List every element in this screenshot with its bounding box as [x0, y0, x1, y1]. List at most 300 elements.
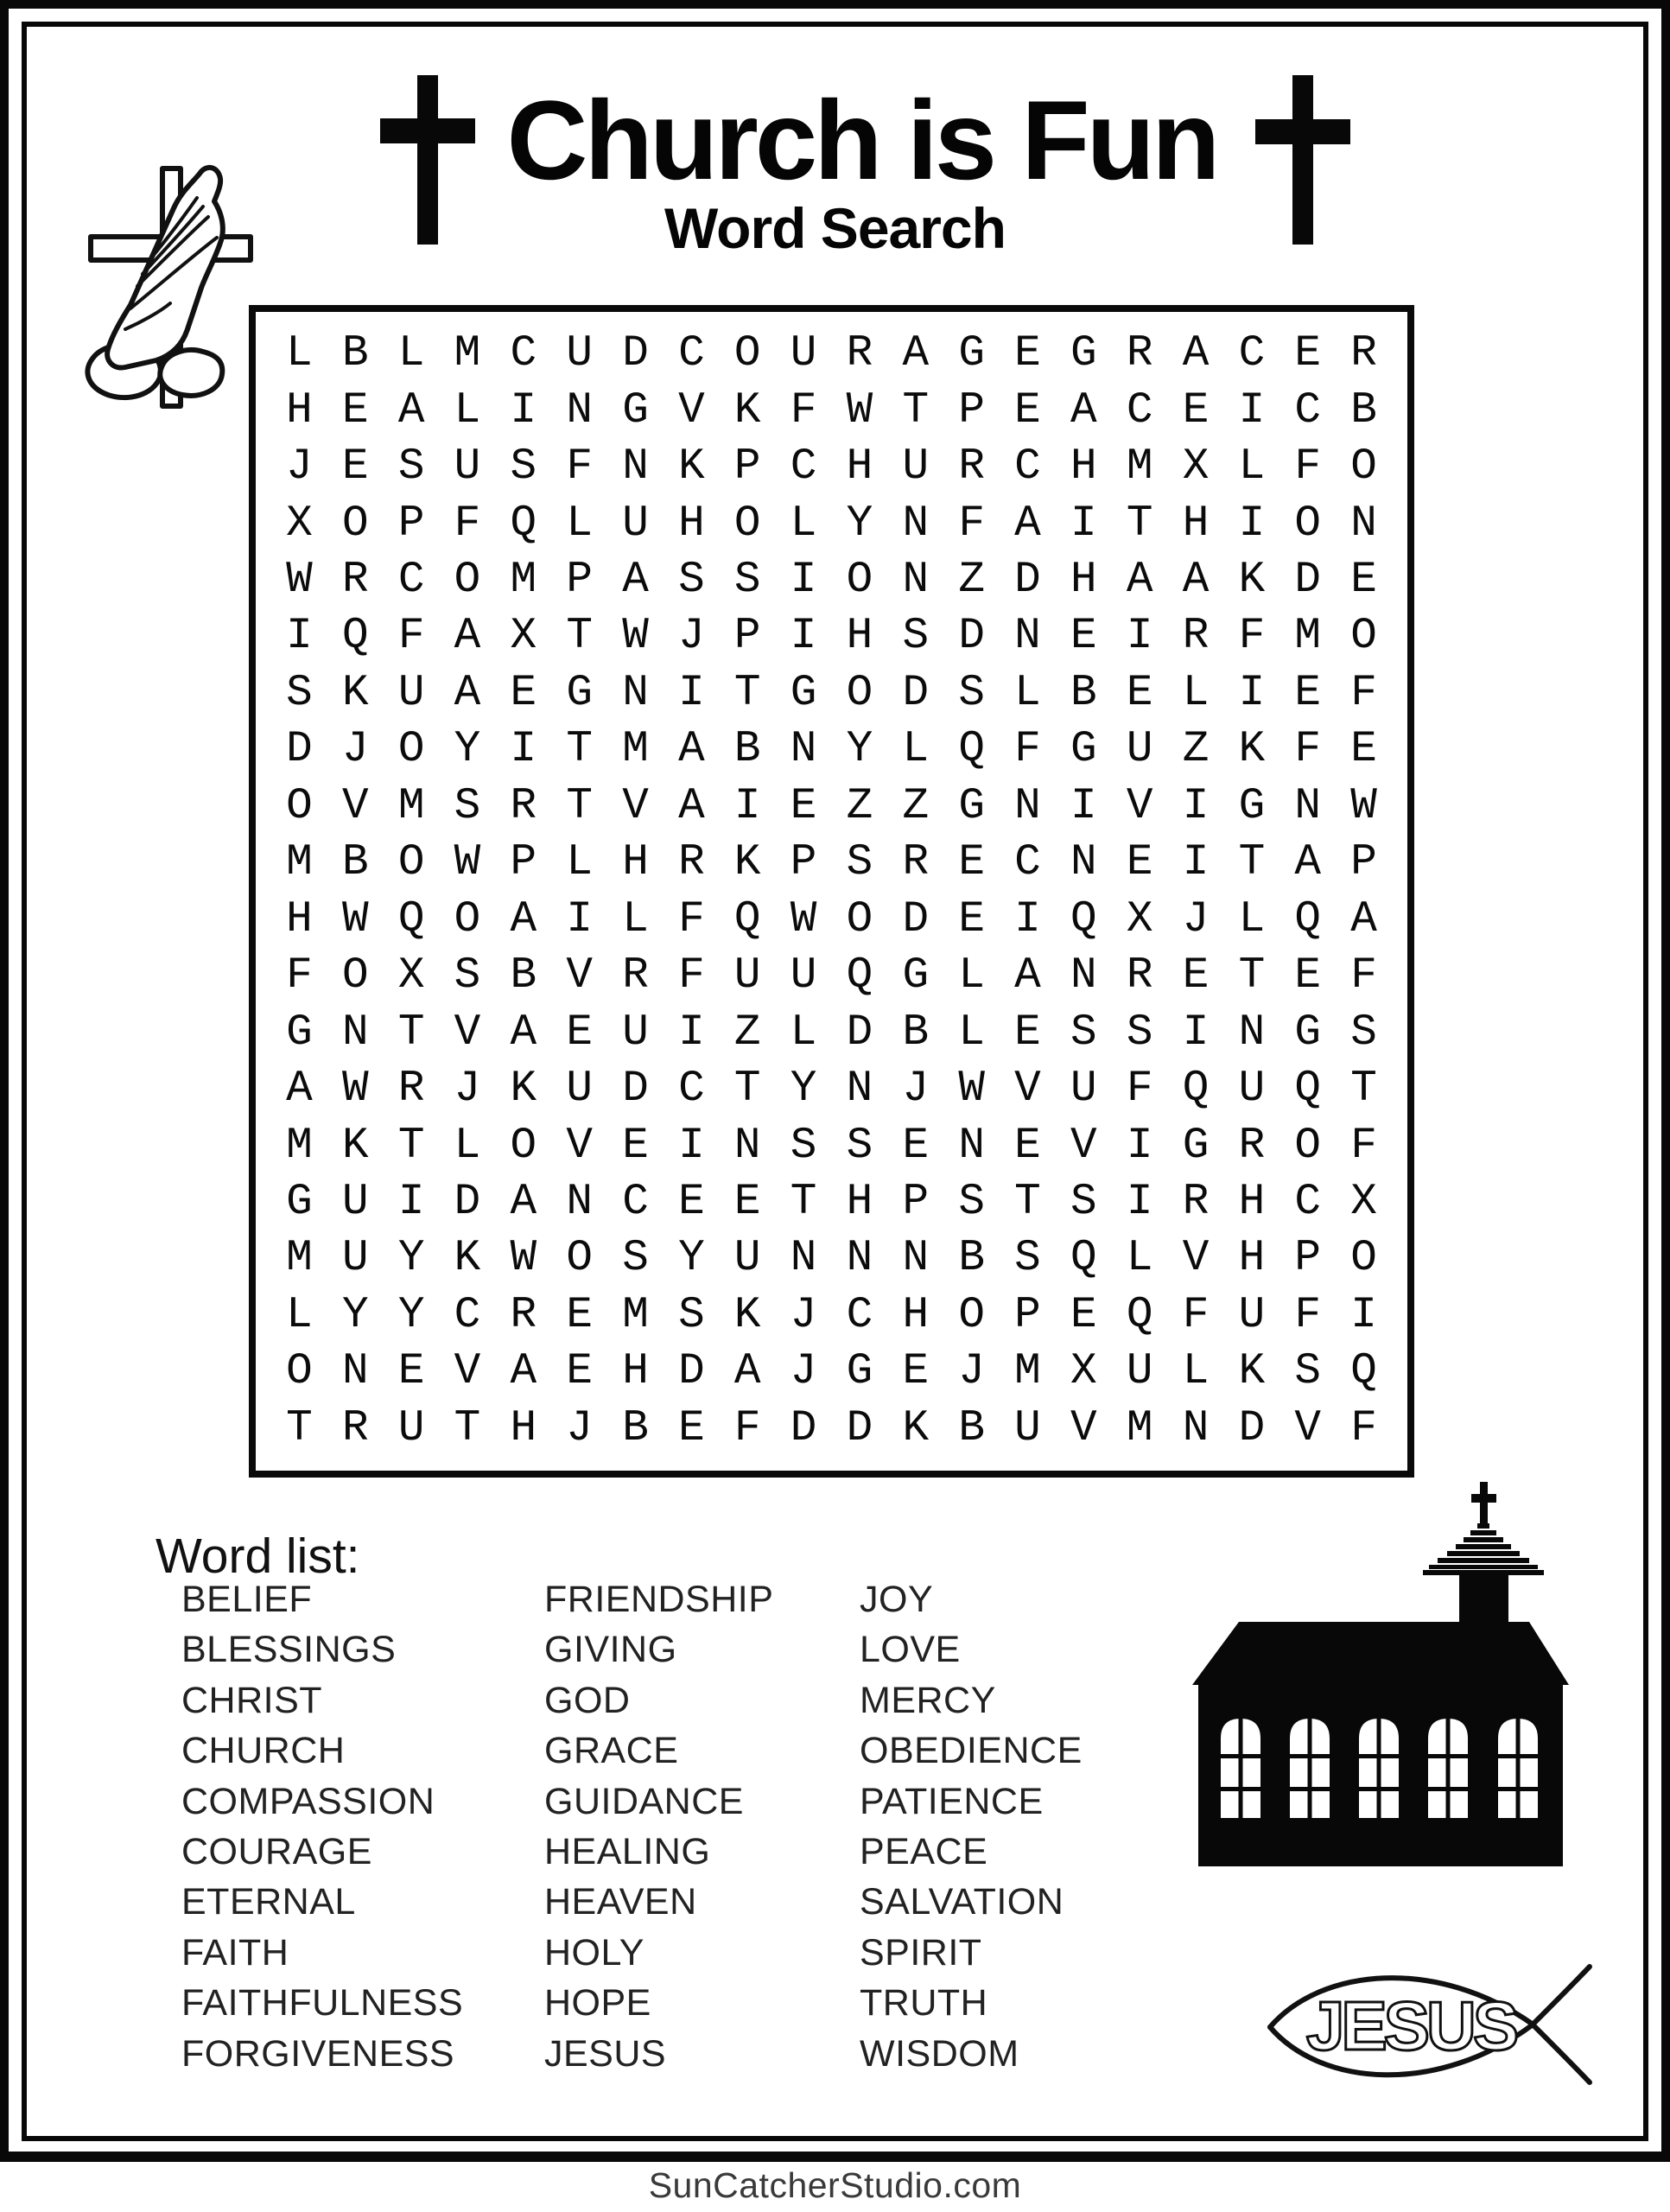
grid-letter: N — [1014, 781, 1041, 831]
grid-letter: V — [622, 781, 649, 831]
grid-letter: B — [341, 838, 369, 888]
grid-letter: J — [286, 442, 313, 493]
grid-letter: L — [1182, 668, 1210, 718]
grid-letter: N — [1238, 1007, 1266, 1058]
grid-letter: K — [733, 1290, 761, 1340]
grid-letter: T — [286, 1403, 313, 1453]
grid-letter: N — [790, 725, 817, 775]
grid-letter: M — [622, 1290, 649, 1340]
grid-letter: G — [846, 1347, 873, 1397]
grid-letter: D — [622, 1065, 649, 1115]
grid-letter: K — [1238, 725, 1266, 775]
grid-letter: L — [397, 329, 425, 379]
grid-letter: S — [622, 1234, 649, 1284]
grid-letter: R — [1126, 951, 1153, 1001]
grid-letter: N — [622, 668, 649, 718]
grid-letter: J — [678, 612, 705, 662]
grid-letter: G — [790, 668, 817, 718]
word-list-item: JESUS — [544, 2032, 667, 2075]
grid-letter: D — [902, 894, 930, 944]
grid-letter: U — [1126, 725, 1153, 775]
grid-letter: B — [958, 1234, 985, 1284]
grid-letter: A — [510, 894, 537, 944]
grid-letter: H — [902, 1290, 930, 1340]
grid-letter: N — [622, 442, 649, 493]
grid-letter: G — [1070, 329, 1097, 379]
grid-letter: T — [733, 1065, 761, 1115]
grid-letter: Q — [958, 725, 985, 775]
grid-letter: I — [1350, 1290, 1377, 1340]
grid-letter: H — [678, 499, 705, 549]
grid-letter: C — [790, 442, 817, 493]
grid-letter: K — [733, 385, 761, 435]
grid-letter: A — [1014, 499, 1041, 549]
grid-letter: E — [1182, 385, 1210, 435]
grid-letter: C — [1014, 442, 1041, 493]
grid-letter: W — [790, 894, 817, 944]
letter-grid — [271, 326, 1392, 1457]
grid-letter: D — [902, 668, 930, 718]
grid-letter: N — [902, 556, 930, 606]
grid-letter: M — [286, 1234, 313, 1284]
grid-letter: D — [678, 1347, 705, 1397]
grid-letter: O — [397, 838, 425, 888]
word-list-item: BLESSINGS — [181, 1629, 397, 1671]
grid-letter: K — [902, 1403, 930, 1453]
grid-letter: I — [1182, 1007, 1210, 1058]
grid-letter: R — [958, 442, 985, 493]
grid-letter: M — [286, 838, 313, 888]
grid-letter: V — [454, 1007, 481, 1058]
grid-letter: K — [510, 1065, 537, 1115]
grid-letter: S — [454, 951, 481, 1001]
grid-letter: H — [286, 894, 313, 944]
grid-letter: E — [1014, 329, 1041, 379]
grid-letter: P — [1014, 1290, 1041, 1340]
grid-letter: I — [1238, 499, 1266, 549]
grid-letter: F — [1350, 1121, 1377, 1171]
grid-letter: E — [902, 1347, 930, 1397]
grid-letter: Q — [733, 894, 761, 944]
grid-letter: C — [678, 1065, 705, 1115]
grid-letter: A — [1182, 329, 1210, 379]
word-list-item: WISDOM — [860, 2032, 1019, 2075]
grid-letter: J — [341, 725, 369, 775]
grid-letter: N — [1294, 781, 1322, 831]
grid-letter: W — [958, 1065, 985, 1115]
grid-letter: T — [1238, 838, 1266, 888]
grid-letter: V — [1070, 1121, 1097, 1171]
word-list-item: TRUTH — [860, 1982, 988, 2024]
grid-letter: E — [1182, 951, 1210, 1001]
cross-icon — [1255, 73, 1350, 246]
grid-letter: C — [1238, 329, 1266, 379]
grid-letter: Y — [397, 1290, 425, 1340]
word-list-item: FAITHFULNESS — [181, 1982, 464, 2024]
grid-letter: E — [1070, 612, 1097, 662]
grid-letter: H — [1238, 1234, 1266, 1284]
grid-letter: L — [622, 894, 649, 944]
grid-letter: S — [454, 781, 481, 831]
word-list-item: BELIEF — [181, 1579, 313, 1620]
grid-letter: K — [341, 668, 369, 718]
grid-letter: C — [846, 1290, 873, 1340]
grid-letter: G — [1070, 725, 1097, 775]
grid-letter: U — [1070, 1065, 1097, 1115]
grid-letter: T — [1350, 1065, 1377, 1115]
praying-hands-icon — [73, 160, 272, 415]
grid-letter: R — [1238, 1121, 1266, 1171]
grid-letter: U — [397, 1403, 425, 1453]
grid-letter: C — [678, 329, 705, 379]
grid-letter: D — [958, 612, 985, 662]
grid-letter: L — [1014, 668, 1041, 718]
grid-letter: S — [1126, 1007, 1153, 1058]
grid-letter: H — [1070, 556, 1097, 606]
grid-letter: M — [1014, 1347, 1041, 1397]
word-list-item: ETERNAL — [181, 1881, 356, 1923]
grid-letter: E — [341, 385, 369, 435]
grid-letter: Z — [733, 1007, 761, 1058]
grid-letter: A — [510, 1347, 537, 1397]
grid-letter: U — [454, 442, 481, 493]
grid-letter: T — [397, 1121, 425, 1171]
grid-letter: F — [397, 612, 425, 662]
word-list-item: HOPE — [544, 1982, 651, 2024]
grid-letter: C — [1014, 838, 1041, 888]
grid-letter: G — [1182, 1121, 1210, 1171]
grid-letter: R — [902, 838, 930, 888]
grid-letter: V — [1014, 1065, 1041, 1115]
grid-letter: R — [510, 1290, 537, 1340]
grid-letter: A — [1294, 838, 1322, 888]
grid-letter: E — [1294, 668, 1322, 718]
grid-letter: F — [1182, 1290, 1210, 1340]
grid-letter: N — [341, 1347, 369, 1397]
grid-letter: N — [1014, 612, 1041, 662]
grid-letter: B — [622, 1403, 649, 1453]
grid-letter: Y — [846, 725, 873, 775]
grid-letter: F — [1294, 1290, 1322, 1340]
grid-letter: F — [1014, 725, 1041, 775]
grid-letter: I — [1182, 781, 1210, 831]
grid-letter: G — [958, 781, 985, 831]
grid-letter: W — [846, 385, 873, 435]
grid-letter: V — [1294, 1403, 1322, 1453]
grid-letter: R — [846, 329, 873, 379]
grid-letter: B — [1070, 668, 1097, 718]
grid-letter: E — [790, 781, 817, 831]
grid-letter: D — [846, 1007, 873, 1058]
grid-letter: O — [1294, 499, 1322, 549]
grid-letter: L — [454, 385, 481, 435]
word-list-item: GUIDANCE — [544, 1780, 744, 1822]
grid-letter: O — [454, 894, 481, 944]
grid-letter: Z — [958, 556, 985, 606]
grid-letter: O — [566, 1234, 593, 1284]
grid-letter: M — [510, 556, 537, 606]
grid-letter: A — [622, 556, 649, 606]
grid-letter: L — [1238, 894, 1266, 944]
grid-letter: T — [790, 1177, 817, 1227]
grid-letter: N — [733, 1121, 761, 1171]
word-list-item: SALVATION — [860, 1881, 1064, 1923]
grid-letter: H — [622, 1347, 649, 1397]
grid-letter: S — [397, 442, 425, 493]
grid-letter: B — [958, 1403, 985, 1453]
word-list-item: PEACE — [860, 1831, 988, 1873]
grid-letter: A — [510, 1007, 537, 1058]
grid-letter: I — [1070, 781, 1097, 831]
grid-letter: G — [1238, 781, 1266, 831]
grid-letter: J — [1182, 894, 1210, 944]
word-list-item: FORGIVENESS — [181, 2032, 455, 2075]
grid-letter: C — [454, 1290, 481, 1340]
grid-letter: N — [846, 1065, 873, 1115]
grid-letter: A — [286, 1065, 313, 1115]
grid-letter: N — [341, 1007, 369, 1058]
grid-letter: V — [1126, 781, 1153, 831]
word-list-heading: Word list: — [156, 1529, 360, 1584]
word-list-column-1 — [181, 1574, 518, 2079]
word-list-column-3 — [860, 1574, 1197, 2079]
grid-letter: F — [790, 385, 817, 435]
grid-letter: O — [454, 556, 481, 606]
grid-letter: C — [622, 1177, 649, 1227]
grid-letter: D — [1238, 1403, 1266, 1453]
grid-letter: X — [1070, 1347, 1097, 1397]
grid-letter: L — [790, 1007, 817, 1058]
grid-letter: P — [790, 838, 817, 888]
page-title: Church is Fun — [506, 77, 1217, 203]
grid-letter: S — [790, 1121, 817, 1171]
grid-letter: Y — [454, 725, 481, 775]
grid-letter: E — [1294, 951, 1322, 1001]
grid-letter: I — [1238, 668, 1266, 718]
grid-letter: L — [286, 1290, 313, 1340]
grid-letter: U — [733, 1234, 761, 1284]
church-icon — [1188, 1478, 1572, 1871]
grid-letter: K — [678, 442, 705, 493]
grid-letter: S — [733, 556, 761, 606]
grid-letter: E — [1014, 1007, 1041, 1058]
grid-letter: E — [1350, 725, 1377, 775]
grid-letter: G — [958, 329, 985, 379]
grid-letter: F — [286, 951, 313, 1001]
grid-letter: P — [902, 1177, 930, 1227]
grid-letter: U — [566, 1065, 593, 1115]
grid-letter: U — [790, 329, 817, 379]
word-list-item: GRACE — [544, 1730, 679, 1772]
grid-letter: W — [622, 612, 649, 662]
grid-letter: P — [1350, 838, 1377, 888]
grid-letter: F — [733, 1403, 761, 1453]
grid-letter: I — [678, 668, 705, 718]
grid-letter: I — [397, 1177, 425, 1227]
grid-letter: I — [286, 612, 313, 662]
grid-letter: W — [341, 1065, 369, 1115]
grid-letter: Z — [1182, 725, 1210, 775]
grid-letter: C — [1126, 385, 1153, 435]
grid-letter: I — [1014, 894, 1041, 944]
grid-letter: Y — [846, 499, 873, 549]
grid-letter: U — [1238, 1065, 1266, 1115]
grid-letter: U — [341, 1234, 369, 1284]
grid-letter: A — [678, 725, 705, 775]
grid-letter: N — [1070, 951, 1097, 1001]
grid-letter: X — [397, 951, 425, 1001]
word-list-item: LOVE — [860, 1629, 961, 1671]
grid-letter: Q — [397, 894, 425, 944]
grid-letter: I — [1070, 499, 1097, 549]
grid-letter: O — [286, 1347, 313, 1397]
grid-letter: J — [958, 1347, 985, 1397]
grid-letter: F — [1294, 442, 1322, 493]
grid-letter: I — [1126, 1121, 1153, 1171]
grid-letter: H — [622, 838, 649, 888]
grid-letter: T — [566, 612, 593, 662]
grid-letter: L — [958, 1007, 985, 1058]
grid-letter: T — [902, 385, 930, 435]
grid-letter: Q — [1350, 1347, 1377, 1397]
grid-letter: I — [1126, 612, 1153, 662]
grid-letter: A — [1126, 556, 1153, 606]
grid-letter: O — [510, 1121, 537, 1171]
grid-letter: E — [902, 1121, 930, 1171]
grid-letter: Q — [1294, 1065, 1322, 1115]
grid-letter: E — [678, 1177, 705, 1227]
grid-letter: R — [1182, 612, 1210, 662]
grid-letter: K — [1238, 556, 1266, 606]
grid-letter: A — [1350, 894, 1377, 944]
grid-letter: V — [341, 781, 369, 831]
page-subtitle: Word Search — [664, 196, 1006, 260]
grid-letter: F — [958, 499, 985, 549]
grid-letter: E — [1014, 1121, 1041, 1171]
grid-letter: R — [1126, 329, 1153, 379]
grid-letter: G — [1294, 1007, 1322, 1058]
grid-letter: U — [566, 329, 593, 379]
grid-letter: A — [1182, 556, 1210, 606]
grid-letter: N — [1350, 499, 1377, 549]
grid-letter: O — [397, 725, 425, 775]
word-list-item: HEALING — [544, 1831, 711, 1873]
grid-letter: T — [454, 1403, 481, 1453]
grid-letter: K — [1238, 1347, 1266, 1397]
grid-letter: D — [1014, 556, 1041, 606]
grid-letter: L — [902, 725, 930, 775]
word-list-item: COMPASSION — [181, 1780, 435, 1822]
grid-letter: S — [286, 668, 313, 718]
grid-letter: A — [397, 385, 425, 435]
grid-letter: H — [286, 385, 313, 435]
grid-letter: T — [566, 725, 593, 775]
grid-letter: O — [958, 1290, 985, 1340]
grid-letter: P — [733, 442, 761, 493]
grid-letter: O — [1350, 612, 1377, 662]
grid-letter: E — [566, 1290, 593, 1340]
grid-letter: S — [1350, 1007, 1377, 1058]
grid-letter: P — [566, 556, 593, 606]
grid-letter: Z — [902, 781, 930, 831]
grid-letter: I — [1126, 1177, 1153, 1227]
word-list-item: HOLY — [544, 1931, 645, 1974]
grid-letter: A — [678, 781, 705, 831]
grid-letter: L — [1126, 1234, 1153, 1284]
grid-letter: P — [510, 838, 537, 888]
grid-letter: S — [1294, 1347, 1322, 1397]
grid-letter: Q — [1126, 1290, 1153, 1340]
grid-letter: F — [454, 499, 481, 549]
grid-letter: L — [1238, 442, 1266, 493]
grid-letter: E — [1294, 329, 1322, 379]
grid-letter: C — [1294, 1177, 1322, 1227]
grid-letter: N — [1182, 1403, 1210, 1453]
grid-letter: A — [1070, 385, 1097, 435]
grid-letter: B — [733, 725, 761, 775]
grid-letter: E — [1014, 385, 1041, 435]
grid-letter: M — [454, 329, 481, 379]
grid-letter: I — [510, 385, 537, 435]
grid-letter: R — [510, 781, 537, 831]
grid-letter: S — [902, 612, 930, 662]
grid-letter: Q — [341, 612, 369, 662]
grid-letter: J — [790, 1290, 817, 1340]
word-list-item: JOY — [860, 1579, 934, 1620]
grid-letter: P — [733, 612, 761, 662]
grid-letter: W — [510, 1234, 537, 1284]
grid-letter: L — [790, 499, 817, 549]
grid-letter: A — [454, 668, 481, 718]
grid-letter: E — [958, 838, 985, 888]
grid-letter: D — [790, 1403, 817, 1453]
grid-letter: O — [1294, 1121, 1322, 1171]
grid-letter: J — [902, 1065, 930, 1115]
grid-letter: F — [566, 442, 593, 493]
grid-letter: W — [1350, 781, 1377, 831]
word-list-item: MERCY — [860, 1679, 996, 1721]
jesus-fish-text: JESUS — [1305, 1987, 1516, 2064]
grid-letter: N — [846, 1234, 873, 1284]
grid-letter: V — [678, 385, 705, 435]
grid-letter: K — [733, 838, 761, 888]
jesus-fish-icon — [1257, 1951, 1603, 2098]
grid-letter: L — [286, 329, 313, 379]
grid-letter: X — [1182, 442, 1210, 493]
grid-letter: K — [454, 1234, 481, 1284]
grid-letter: S — [1014, 1234, 1041, 1284]
grid-letter: I — [678, 1121, 705, 1171]
grid-letter: L — [566, 838, 593, 888]
word-list-item: FRIENDSHIP — [544, 1579, 774, 1620]
grid-letter: V — [454, 1347, 481, 1397]
grid-letter: V — [566, 951, 593, 1001]
grid-letter: R — [397, 1065, 425, 1115]
grid-letter: C — [510, 329, 537, 379]
grid-letter: S — [1070, 1007, 1097, 1058]
grid-letter: O — [286, 781, 313, 831]
grid-letter: L — [958, 951, 985, 1001]
grid-letter: R — [341, 556, 369, 606]
grid-letter: S — [846, 838, 873, 888]
grid-letter: U — [622, 499, 649, 549]
grid-letter: E — [341, 442, 369, 493]
grid-letter: S — [958, 1177, 985, 1227]
word-list-item: GOD — [544, 1679, 631, 1721]
grid-letter: F — [678, 894, 705, 944]
grid-letter: Q — [1070, 894, 1097, 944]
grid-letter: O — [1350, 1234, 1377, 1284]
